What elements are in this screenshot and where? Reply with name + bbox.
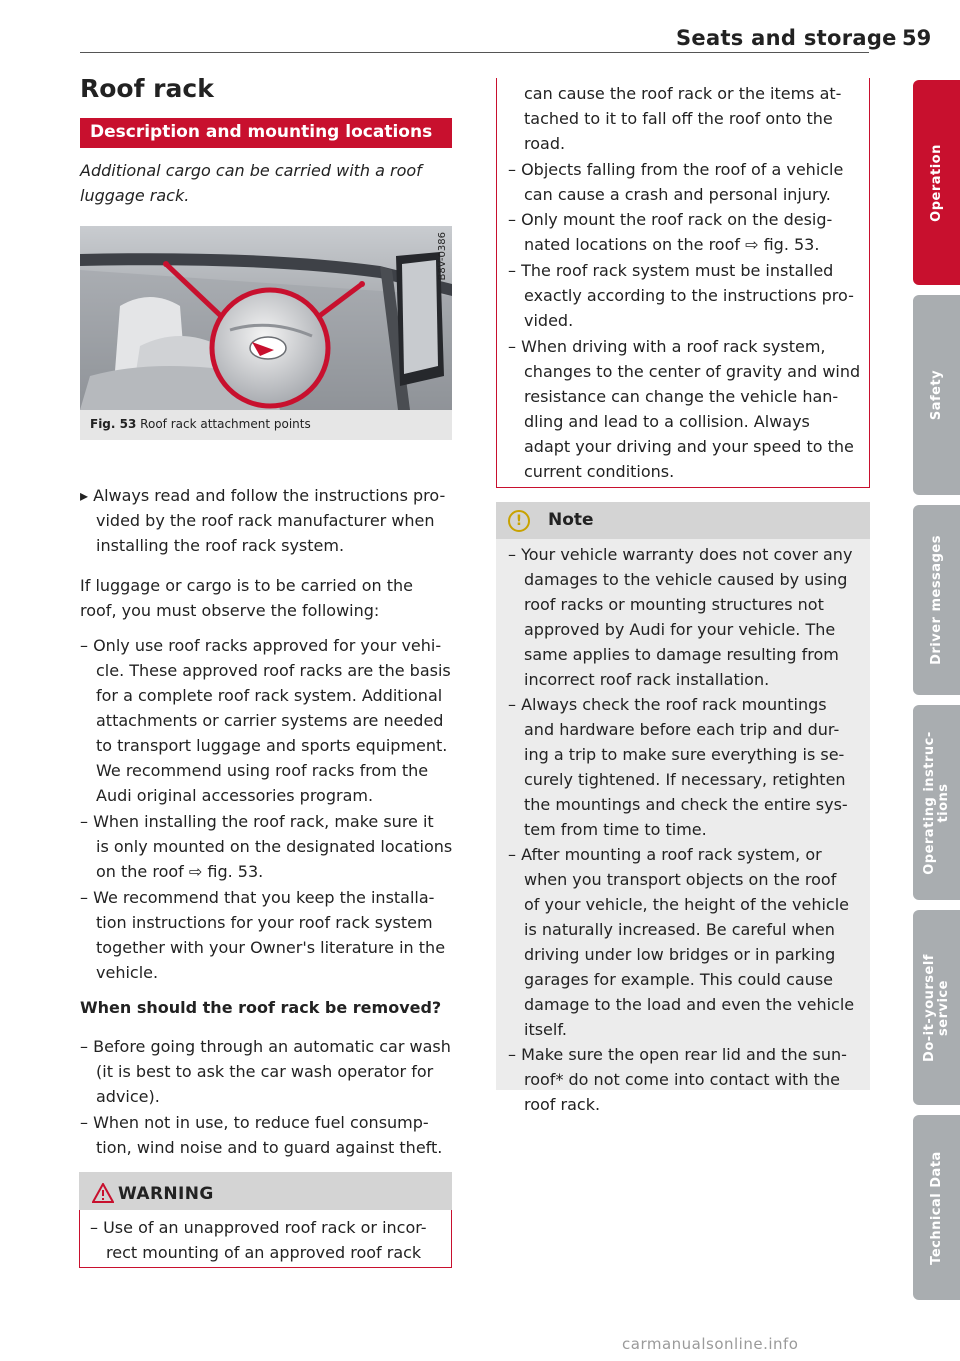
- note-list-item: [508, 842, 864, 1042]
- step-line: ▸ Always read and follow the instructions pro-: [80, 486, 446, 505]
- page-number: 59: [902, 26, 932, 50]
- list-line: vehicle.: [96, 963, 159, 982]
- list-line: for a complete roof rack system. Additional: [96, 686, 443, 705]
- list-line: – When installing the roof rack, make sure it: [80, 812, 434, 831]
- tab-operation[interactable]: [913, 80, 960, 285]
- note-title: Note: [548, 510, 594, 530]
- list-item: [80, 633, 452, 808]
- section-title: Roof rack: [80, 74, 214, 103]
- note-line: roof racks or mounting structures not: [524, 595, 824, 614]
- watermark: carmanualsonline.info: [622, 1335, 799, 1353]
- warning-line: road.: [524, 134, 566, 153]
- list-item: [80, 1034, 452, 1109]
- list-line: attachments or carrier systems are needed: [96, 711, 444, 730]
- warning-list-item: [508, 334, 864, 484]
- figure-caption: [80, 410, 452, 440]
- subsection-banner: Description and mounting locations: [80, 118, 452, 148]
- tab-label: Safety: [928, 369, 944, 421]
- note-line: driving under low bridges or in parking: [524, 945, 836, 964]
- figure-caption-label: Fig. 53: [90, 417, 137, 431]
- list-line: tion, wind noise and to guard against theft.: [96, 1138, 443, 1157]
- note-line: is naturally increased. Be careful when: [524, 920, 835, 939]
- list-line: We recommend using roof racks from the: [96, 761, 429, 780]
- warning-line: current conditions.: [524, 462, 675, 481]
- note-line: garages for example. This could cause: [524, 970, 834, 989]
- tab-label: Do-it-yourself service: [921, 953, 951, 1062]
- list-line: is only mounted on the designated locations: [96, 837, 453, 856]
- note-line: itself.: [524, 1020, 567, 1039]
- list-line: (it is best to ask the car wash operator for: [96, 1062, 434, 1081]
- note-line: damage to the load and even the vehicle: [524, 995, 855, 1014]
- list-item: [80, 885, 452, 985]
- list-line: cle. These approved roof racks are the basis: [96, 661, 451, 680]
- warning-line: nated locations on the roof ⇨ fig. 53.: [524, 235, 820, 254]
- tab-operating-instructions[interactable]: [913, 705, 960, 900]
- observe-line: If luggage or cargo is to be carried on the: [80, 576, 413, 595]
- list-line: to transport luggage and sports equipment.: [96, 736, 448, 755]
- note-line: and hardware before each trip and dur-: [524, 720, 840, 739]
- note-line: – Make sure the open rear lid and the sun-: [508, 1045, 847, 1064]
- list-line: – Only use roof racks approved for your vehi-: [80, 636, 442, 655]
- warning-continuation-text: [524, 81, 864, 156]
- note-list-item: [508, 692, 864, 842]
- tab-do-it-yourself-service[interactable]: [913, 910, 960, 1105]
- note-line: the mountings and check the entire sys-: [524, 795, 848, 814]
- observe-paragraph: [80, 573, 452, 623]
- note-line: roof* do not come into contact with the: [524, 1070, 840, 1089]
- tab-technical-data[interactable]: [913, 1115, 960, 1300]
- list-line: – When not in use, to reduce fuel consump-: [80, 1113, 429, 1132]
- figure-code: B8V-0386: [437, 232, 448, 281]
- warning-line: rect mounting of an approved roof rack: [106, 1243, 422, 1262]
- running-header-title: Seats and storage: [676, 26, 897, 50]
- tab-label: Operating instruc- tions: [921, 730, 951, 875]
- warning-list-item: [508, 157, 864, 207]
- warning-list-item: [508, 207, 864, 257]
- warning-line: changes to the center of gravity and wind: [524, 362, 861, 381]
- warning-line: resistance can change the vehicle han-: [524, 387, 839, 406]
- warning-line: – When driving with a roof rack system,: [508, 337, 826, 356]
- note-line: of your vehicle, the height of the vehicle: [524, 895, 849, 914]
- note-list-item: [508, 542, 864, 692]
- note-line: – After mounting a roof rack system, or: [508, 845, 822, 864]
- warning-line: dling and lead to a collision. Always: [524, 412, 810, 431]
- note-line: – Your vehicle warranty does not cover any: [508, 545, 853, 564]
- warning-list-item: [508, 258, 864, 333]
- tab-label: Driver messages: [928, 535, 944, 665]
- list-item: [80, 1110, 452, 1160]
- note-line: tem from time to time.: [524, 820, 707, 839]
- warning-line: – The roof rack system must be installed: [508, 261, 834, 280]
- list-line: advice).: [96, 1087, 160, 1106]
- step-line: vided by the roof rack manufacturer when: [96, 511, 435, 530]
- list-line: – We recommend that you keep the installa-: [80, 888, 435, 907]
- observe-line: roof, you must observe the following:: [80, 601, 380, 620]
- tab-label: Technical Data: [928, 1150, 944, 1265]
- warning-line: – Only mount the roof rack on the desig-: [508, 210, 833, 229]
- header-rule: [80, 52, 869, 53]
- roof-rack-figure: [80, 226, 452, 410]
- tab-label: Operation: [928, 143, 944, 222]
- warning-line: can cause a crash and personal injury.: [524, 185, 831, 204]
- step-line: installing the roof rack system.: [96, 536, 345, 555]
- list-line: on the roof ⇨ fig. 53.: [96, 862, 264, 881]
- note-line: damages to the vehicle caused by using: [524, 570, 848, 589]
- note-line: curely tightened. If necessary, retighten: [524, 770, 846, 789]
- list-line: Audi original accessories program.: [96, 786, 374, 805]
- tab-driver-messages[interactable]: [913, 505, 960, 695]
- list-line: tion instructions for your roof rack system: [96, 913, 433, 932]
- note-list-item: [508, 1042, 864, 1117]
- intro-text: [80, 158, 452, 208]
- note-line: incorrect roof rack installation.: [524, 670, 770, 689]
- warning-line: – Objects falling from the roof of a vehicle: [508, 160, 844, 179]
- removal-heading: When should the roof rack be removed?: [80, 998, 442, 1017]
- list-line: – Before going through an automatic car wash: [80, 1037, 451, 1056]
- list-item: [80, 809, 452, 884]
- figure-caption-text: Roof rack attachment points: [140, 417, 311, 431]
- warning-title: WARNING: [118, 1184, 214, 1204]
- note-line: – Always check the roof rack mountings: [508, 695, 827, 714]
- warning-line: – Use of an unapproved roof rack or incor-: [90, 1218, 427, 1237]
- warning-line: tached to it to fall off the roof onto the: [524, 109, 833, 128]
- warning-line: exactly according to the instructions pro-: [524, 286, 854, 305]
- note-line: when you transport objects on the roof: [524, 870, 837, 889]
- note-line: roof rack.: [524, 1095, 601, 1114]
- warning-line: adapt your driving and your speed to the: [524, 437, 854, 456]
- list-line: together with your Owner's literature in the: [96, 938, 446, 957]
- warning-text: [90, 1215, 445, 1265]
- tab-safety[interactable]: [913, 295, 960, 495]
- warning-triangle-icon: [92, 1183, 114, 1203]
- warning-line: can cause the roof rack or the items at-: [524, 84, 842, 103]
- note-line: approved by Audi for your vehicle. The: [524, 620, 836, 639]
- note-line: same applies to damage resulting from: [524, 645, 839, 664]
- warning-line: vided.: [524, 311, 574, 330]
- figure-illustration: [80, 226, 452, 410]
- note-line: ing a trip to make sure everything is se-: [524, 745, 845, 764]
- intro-line: Additional cargo can be carried with a roof: [80, 161, 422, 180]
- instruction-step: [80, 483, 452, 558]
- intro-line: luggage rack.: [80, 186, 190, 205]
- info-exclamation-icon: !: [508, 510, 530, 532]
